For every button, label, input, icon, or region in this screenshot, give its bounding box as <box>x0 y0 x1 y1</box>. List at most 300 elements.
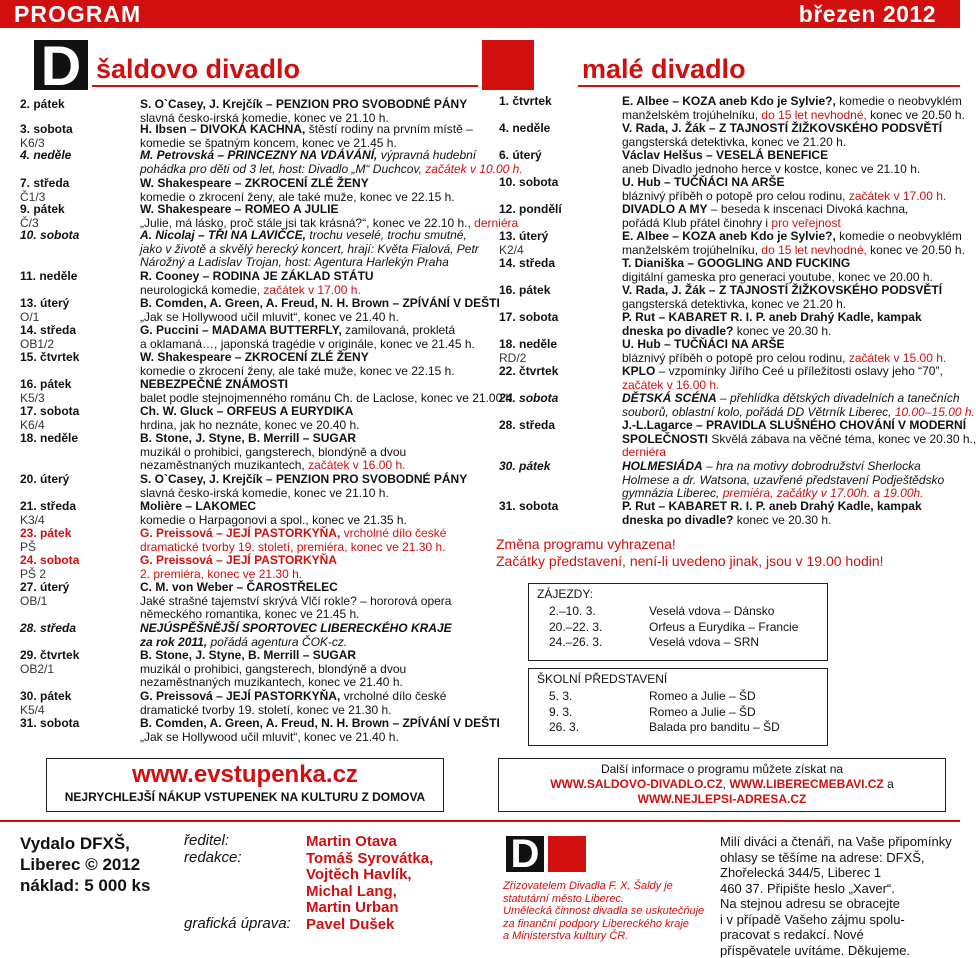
event-date: 10. sobota <box>20 229 79 243</box>
event-text-part: manželském trojúhelníku, <box>622 243 761 257</box>
event-text-part: Molière – LAKOMEC <box>140 499 256 513</box>
event-text-part: komedie o neobvyklém <box>836 229 962 243</box>
event-text-part: pro veřejnost <box>771 216 840 230</box>
event-text <box>140 324 475 351</box>
event-text <box>622 392 975 419</box>
tour-row <box>529 635 827 651</box>
school-box <box>528 668 828 746</box>
event-date: 27. úterý <box>20 581 69 595</box>
event-date: 18. neděle <box>20 432 78 446</box>
event-text-part: Skvělá zábava na věčné téma, konec ve 20.30 h., <box>708 432 976 446</box>
event-text-part: a oklamaná…, japonská tragédie v originále, konec ve 21.45 h. <box>140 337 475 351</box>
event-text-part: začátek v 15.00 h. <box>849 351 946 365</box>
event-text-part: S. O`Casey, J. Krejčík – PENZION PRO SVOBODNÉ PÁNY <box>140 97 467 111</box>
event-text-part: německého romantika, konec ve 21.45 h. <box>140 607 359 621</box>
event-text-part: SPOLEČNOSTI <box>622 432 708 446</box>
program-title: PROGRAM <box>14 1 141 27</box>
school-row <box>529 720 827 736</box>
event-text-part: G. Puccini – MADAMA BUTTERFLY, <box>140 323 342 337</box>
event-text-part: – přehlídka dětských divadelních a tanečních <box>717 391 960 405</box>
event-text <box>140 297 500 324</box>
publisher-line: Vydalo DFXŠ, <box>20 833 150 854</box>
event-item <box>499 419 819 460</box>
event-date: 28. středa <box>499 419 555 433</box>
event-text-part: komedie o zkrocení ženy, ale také muže, konec ve 22.15 h. <box>140 364 455 378</box>
event-line <box>622 149 920 163</box>
change-note: Změna programu vyhrazena! <box>496 536 884 553</box>
event-code: K6/4 <box>20 419 45 433</box>
event-item <box>20 270 360 297</box>
event-line <box>622 419 976 433</box>
event-code: K2/4 <box>499 244 524 258</box>
event-line <box>140 595 451 609</box>
event-text <box>622 230 965 257</box>
event-text-part: Nárožný a Ladislav Trojan, host: Agentura Harlekýn Praha <box>140 255 449 269</box>
tour-date: 24.–26. 3. <box>549 635 602 651</box>
event-text-part: derniéra <box>474 216 518 230</box>
event-text-part: do 15 let nevhodné, <box>761 243 866 257</box>
founder-line: Umělecká činnost divadla se uskutečňuje <box>503 905 704 918</box>
evstupenka-box <box>46 758 444 812</box>
event-item <box>20 690 360 717</box>
event-item <box>20 378 360 405</box>
event-text-part: nezaměstnaných muzikantech, konec ve 21.40 h. <box>140 675 403 689</box>
event-line <box>140 270 374 284</box>
event-line <box>140 177 455 191</box>
founder-info <box>503 880 704 943</box>
event-text <box>622 203 908 230</box>
event-item <box>20 149 360 176</box>
event-date: 12. pondělí <box>499 203 562 217</box>
event-text-part: do 15 let nevhodné, <box>761 108 866 122</box>
event-text-part: NEJÚSPĚŠNĚJŠÍ SPORTOVEC LIBERECKÉHO KRAJE <box>140 621 452 635</box>
event-text-part: komedie se špatným koncem, konec ve 21.45 h. <box>140 136 397 150</box>
event-text-part: souborů, oblastní kolo, pořádá DD Větrník Liberec, <box>622 405 895 419</box>
publisher-line: náklad: 5 000 ks <box>20 875 150 896</box>
event-text-part: DIVADLO A MY <box>622 202 708 216</box>
event-line <box>140 717 500 731</box>
event-text-part: slavná česko-irská komedie, konec ve 21.10 h. <box>140 486 389 500</box>
event-item <box>20 297 360 324</box>
staff-roles <box>184 833 291 932</box>
event-item <box>499 176 819 203</box>
event-text <box>622 176 946 203</box>
event-date: 4. neděle <box>499 122 550 136</box>
event-code: OB/1 <box>20 595 47 609</box>
event-text-part: komedie o neobvyklém <box>836 94 962 108</box>
event-text-part: dramatické tvorby 19. století, konec ve 21.30 h. <box>140 703 391 717</box>
event-date: 18. neděle <box>499 338 557 352</box>
event-code: K6/3 <box>20 137 45 151</box>
event-date: 23. pátek <box>20 527 71 541</box>
male-venue-title: malé divadlo <box>582 54 746 84</box>
event-text <box>140 351 455 378</box>
event-text-part: jako v životě a skvělý herecký koncert, hrají: Květa Fialová, Petr <box>140 242 479 256</box>
event-item <box>20 351 360 378</box>
event-line <box>622 257 933 271</box>
event-text-part: nezaměstnaných muzikantech, <box>140 458 308 472</box>
saldovo-rule <box>92 85 478 87</box>
school-date: 9. 3. <box>549 705 572 721</box>
event-item <box>499 122 819 149</box>
event-date: 16. pátek <box>499 284 550 298</box>
saldovo-link[interactable]: WWW.SALDOVO-DIVADLO.CZ <box>550 777 722 791</box>
event-date: 17. sobota <box>20 405 79 419</box>
event-text <box>140 432 406 473</box>
event-item <box>20 177 360 204</box>
event-code: OB1/2 <box>20 338 54 352</box>
event-text-part: „Julie, má lásko, proč stále jsi tak krásná?“, konec ve 22.10 h., <box>140 216 474 230</box>
event-date: 17. sobota <box>499 311 558 325</box>
event-line <box>622 460 944 474</box>
event-date: 20. úterý <box>20 473 69 487</box>
event-date: 10. sobota <box>499 176 558 190</box>
event-date: 11. neděle <box>20 270 77 284</box>
staff-name: Martin Otava <box>306 834 433 851</box>
event-text-part: premiéra, začátky v 17.00h. a 19.00h. <box>723 486 924 500</box>
event-item <box>20 203 360 230</box>
event-text-part: neurologická komedie, <box>140 283 263 297</box>
tour-name: Orfeus a Eurydika – Francie <box>649 620 798 636</box>
school-name: Balada pro banditu – ŠD <box>649 720 780 736</box>
event-text-part: 2. premiéra, konec ve 21.30 h. <box>140 567 302 581</box>
event-text-part: pohádka pro děti od 3 let, host: Divadlo „M“ Duchcov, <box>140 162 425 176</box>
saldovo-logo: D <box>34 40 88 90</box>
event-text-part: B. Comden, A. Green, A. Freud, N. H. Brown – ZPÍVÁNÍ V DEŠTI <box>140 716 500 730</box>
event-line <box>140 473 467 487</box>
event-text <box>622 311 922 338</box>
event-text-part: komedie o zkrocení ženy, ale také muže, konec ve 22.15 h. <box>140 190 455 204</box>
event-date: 24. sobota <box>20 554 79 568</box>
event-item <box>499 311 819 338</box>
event-text <box>140 149 523 176</box>
event-date: 31. sobota <box>499 500 558 514</box>
male-logo: d <box>482 40 534 90</box>
event-text-part: W. Shakespeare – ZKROCENÍ ZLÉ ŽENY <box>140 176 369 190</box>
event-line <box>622 311 922 325</box>
event-text <box>622 284 942 311</box>
event-line <box>140 163 523 177</box>
event-item <box>20 554 360 581</box>
event-text-part: bláznivý příběh o potopě pro celou rodinu, <box>622 351 849 365</box>
event-text-part: konec ve 20.30 h. <box>733 513 831 527</box>
event-text <box>622 500 922 527</box>
event-text <box>140 405 360 432</box>
event-text-part: E. Albee – KOZA aneb Kdo je Sylvie?, <box>622 94 836 108</box>
event-text-part: balet podle stejnojmenného románu Ch. de Laclose, konec ve 21.00 h. <box>140 391 516 405</box>
event-text-part: G. Preissová – JEJÍ PASTORKYŇA <box>140 553 337 567</box>
event-text-part: zamilovaná, prokletá <box>342 323 455 337</box>
event-text-part: H. Ibsen – DIVOKÁ KACHNA, <box>140 122 305 136</box>
event-code: OB2/1 <box>20 663 54 677</box>
event-item <box>20 432 360 473</box>
readers-line: příspěvatele uvítáme. Děkujeme. <box>720 943 952 958</box>
school-row <box>529 689 827 705</box>
event-text-part: NEBEZPEČNÉ ZNÁMOSTI <box>140 377 288 391</box>
event-item <box>20 123 360 150</box>
event-text-part: C. M. von Weber – ČAROSTŘELEC <box>140 580 338 594</box>
event-line <box>622 176 946 190</box>
event-text <box>140 203 518 230</box>
event-text-part: gangsterská detektivka, konec ve 21.20 h. <box>622 297 846 311</box>
event-date: 30. pátek <box>20 690 71 704</box>
footer-logo-male: d <box>548 836 586 872</box>
event-code: O/1 <box>20 311 39 325</box>
event-line <box>622 433 976 447</box>
event-text-part: za rok 2011, <box>140 635 207 649</box>
readers-line: i v případě Vašeho zájmu spolu- <box>720 912 952 928</box>
role-label: grafická úprava: <box>184 916 291 933</box>
event-date: 13. úterý <box>499 230 548 244</box>
event-text-part: začátek v 17.00 h. <box>263 283 360 297</box>
event-text <box>622 365 943 392</box>
role-spacer <box>184 866 291 916</box>
event-text-part: HOLMESIÁDA <box>622 459 703 473</box>
event-line <box>140 405 360 419</box>
event-text <box>622 419 976 460</box>
readers-line: ohlasy se těšíme na adrese: DFXŠ, <box>720 850 952 866</box>
event-text-part: konec ve 20.50 h. <box>867 243 965 257</box>
event-line <box>140 98 467 112</box>
event-text <box>622 257 933 284</box>
event-text-part: pořádá agentura ČOK-cz. <box>207 635 347 649</box>
event-text-part: U. Hub – TUČŇÁCI NA ARŠE <box>622 337 784 351</box>
event-line <box>622 500 922 514</box>
event-item <box>499 284 819 311</box>
event-line <box>140 690 446 704</box>
event-text-part: manželském trojúhelníku, <box>622 108 761 122</box>
event-line <box>622 95 965 109</box>
event-date: 2. pátek <box>20 98 65 112</box>
event-text-part: DĚTSKÁ SCÉNA <box>622 391 717 405</box>
event-text-part: P. Rut – KABARET R. I. P. aneb Drahý Kadle, kampak <box>622 499 922 513</box>
event-text-part: V. Rada, J. Žák – Z TAJNOSTÍ ŽIŽKOVSKÉHO PODSVĚTÍ <box>622 121 942 135</box>
event-line <box>140 446 406 460</box>
readers-line: 460 37. Připište heslo „Xaver“. <box>720 881 952 897</box>
event-text-part: gymnázia Liberec, <box>622 486 723 500</box>
event-text-part: A. Nicolaj – TŘI NA LAVIČCE, <box>140 228 306 242</box>
event-date: 29. čtvrtek <box>20 649 79 663</box>
event-text <box>140 500 407 527</box>
event-text-part: derniéra <box>622 445 666 459</box>
event-line <box>140 649 406 663</box>
event-line <box>622 284 942 298</box>
staff-names <box>306 834 433 933</box>
event-text <box>140 622 452 649</box>
event-text <box>140 378 516 405</box>
footer-logo-saldovo: D <box>506 836 544 872</box>
event-text-part: konec ve 20.50 h. <box>867 108 965 122</box>
event-date: 14. středa <box>499 257 555 271</box>
event-line <box>140 581 451 595</box>
evstupenka-slogan: NEJRYCHLEJŠÍ NÁKUP VSTUPENEK NA KULTURU Z DOMOVA <box>47 790 443 804</box>
staff-name: Vojtěch Havlík, <box>306 867 433 884</box>
event-item <box>499 203 819 230</box>
event-text-part: výpravná hudební <box>377 148 476 162</box>
event-text-part: hrdina, jak ho neznáte, konec ve 20.40 h. <box>140 418 360 432</box>
staff-name: Tomáš Syrovátka, <box>306 851 433 868</box>
tour-row <box>529 604 827 620</box>
event-text-part: začátek v 17.00 h. <box>849 189 946 203</box>
event-text-part: muzikál o prohibici, gangsterech, blondýně a dvou <box>140 662 406 676</box>
staff-name: Martin Urban <box>306 900 433 917</box>
readers-line: pracovat s redakcí. Nové <box>720 927 952 943</box>
evstupenka-link[interactable]: www.evstupenka.cz <box>47 761 443 789</box>
event-text-part: G. Preissová – JEJÍ PASTORKYŇA, <box>140 689 340 703</box>
event-line <box>622 446 976 460</box>
event-text-part: U. Hub – TUČŇÁCI NA ARŠE <box>622 175 784 189</box>
event-line <box>140 459 406 473</box>
readers-line: Milí diváci a čtenáři, na Vaše připomínky <box>720 834 952 850</box>
event-text-part: komedie o Harpagonovi a spol., konec ve 21.35 h. <box>140 513 407 527</box>
event-date: 15. čtvrtek <box>20 351 79 365</box>
event-text <box>140 554 337 581</box>
footer-rule <box>0 820 960 822</box>
event-text <box>140 717 500 744</box>
nejlepsi-adresa-link[interactable]: WWW.NEJLEPSI-ADRESA.CZ <box>638 792 807 806</box>
event-text-part: J.-L.Lagarce – PRAVIDLA SLUŠNÉHO CHOVÁNÍ V MODERNÍ <box>622 418 966 432</box>
founder-line: statutární město Liberec. <box>503 893 704 906</box>
staff-name: Michal Lang, <box>306 884 433 901</box>
tours-box <box>528 583 828 661</box>
event-text-part: – vzpomínky Jiřího Ceé u příležitosti oslavy jeho “70”, <box>655 364 942 378</box>
founder-line: Zřizovatelem Divadla F. X. Šaldy je <box>503 880 704 893</box>
info-and: a <box>884 777 894 791</box>
event-text-part: trochu veselé, trochu smutné, <box>306 228 467 242</box>
event-date: 1. čtvrtek <box>499 95 552 109</box>
event-text-part: štěstí rodiny na prvním místě – <box>305 122 472 136</box>
event-item <box>499 392 819 419</box>
event-text-part: slavná česko-irská komedie, konec ve 21.10 h. <box>140 111 389 125</box>
event-line <box>140 149 523 163</box>
liberecmebavi-link[interactable]: WWW.LIBERECMEBAVI.CZ <box>729 777 883 791</box>
event-text-part: W. Shakespeare – ZKROCENÍ ZLÉ ŽENY <box>140 350 369 364</box>
event-line <box>140 676 406 690</box>
event-text-part: – beseda k inscenaci Divoká kachna, <box>708 202 909 216</box>
event-line <box>140 229 479 243</box>
event-item <box>20 527 360 554</box>
event-text-part: vrcholné dílo české <box>340 689 446 703</box>
event-text-part: T. Dianiška – GOOGLING AND FUCKING <box>622 256 850 270</box>
event-text <box>622 460 944 501</box>
event-date: 28. středa <box>20 622 76 636</box>
event-line <box>622 392 975 406</box>
event-item <box>499 500 819 527</box>
tour-date: 2.–10. 3. <box>549 604 596 620</box>
event-text <box>140 177 455 204</box>
event-code: PŠ 2 <box>20 568 46 582</box>
event-item <box>499 257 819 284</box>
event-item <box>20 649 360 690</box>
event-item <box>20 324 360 351</box>
event-item <box>20 717 360 744</box>
event-code: K5/4 <box>20 704 45 718</box>
event-date: 7. středa <box>20 177 69 191</box>
event-date: 9. pátek <box>20 203 65 217</box>
event-text-part: G. Preissová – JEJÍ PASTORKYŇA, <box>140 526 340 540</box>
event-text-part: S. O`Casey, J. Krejčík – PENZION PRO SVOBODNÉ PÁNY <box>140 472 467 486</box>
event-text-part: dneska po divadle? <box>622 513 733 527</box>
event-text-part: gangsterská detektivka, konec ve 21.20 h. <box>622 135 846 149</box>
event-text <box>622 338 946 365</box>
readers-line: Na stejnou adresu se obracejte <box>720 896 952 912</box>
event-text-part: dramatické tvorby 19. století, premiéra, konec ve 21.30 h. <box>140 540 445 554</box>
event-line <box>140 731 500 745</box>
event-line <box>140 256 479 270</box>
event-date: 21. středa <box>20 500 76 514</box>
event-item <box>20 229 360 270</box>
event-line <box>622 365 943 379</box>
school-name: Romeo a Julie – ŠD <box>649 689 756 705</box>
event-code: Č/3 <box>20 217 39 231</box>
event-line <box>140 297 500 311</box>
event-text-part: B. Stone, J. Styne, B. Merrill – SUGAR <box>140 648 356 662</box>
event-text-part: M. Petrovská – PRINCEZNY NA VDÁVÁNÍ, <box>140 148 377 162</box>
event-line <box>622 230 965 244</box>
event-date: 30. pátek <box>499 460 550 474</box>
event-text-part: dneska po divadle? <box>622 324 733 338</box>
founder-line: a Ministerstva kultury ČR. <box>503 930 704 943</box>
tour-name: Veselá vdova – SRN <box>649 635 759 651</box>
saldovo-venue-title: šaldovo divadlo <box>96 54 300 84</box>
event-text <box>622 149 920 176</box>
school-date: 26. 3. <box>549 720 579 736</box>
event-text <box>140 270 374 297</box>
staff-name: Pavel Dušek <box>306 917 433 934</box>
event-text-part: začátek v 10.00 h. <box>425 162 522 176</box>
event-text <box>140 527 446 554</box>
event-code: K5/3 <box>20 392 45 406</box>
info-text: Další informace o programu můžete získat na <box>499 762 945 777</box>
event-line <box>622 338 946 352</box>
event-line <box>140 324 475 338</box>
readers-note <box>720 834 952 958</box>
info-sep: , <box>723 777 730 791</box>
readers-line: Zhořelecká 344/5, Liberec 1 <box>720 865 952 881</box>
event-line <box>140 432 406 446</box>
event-date: 3. sobota <box>20 123 73 137</box>
publisher-line: Liberec © 2012 <box>20 854 150 875</box>
event-text-part: Holmese a dr. Watsona, uzavřené představení Podještědsko <box>622 473 944 487</box>
event-date: 24. sobota <box>499 392 558 406</box>
program-changes <box>496 536 884 570</box>
event-text <box>140 581 451 622</box>
publisher-info <box>20 833 150 896</box>
event-text-part: B. Stone, J. Styne, B. Merrill – SUGAR <box>140 431 356 445</box>
event-text <box>140 473 467 500</box>
event-line <box>140 123 473 137</box>
event-line <box>140 378 516 392</box>
event-text-part: muzikál o prohibici, gangsterech, blondýně a dvou <box>140 445 406 459</box>
event-item <box>499 365 819 392</box>
event-line <box>140 608 451 622</box>
event-line <box>622 474 944 488</box>
event-text-part: aneb Divadlo jednoho herce v kostce, konec ve 21.10 h. <box>622 162 920 176</box>
event-text-part: V. Rada, J. Žák – Z TAJNOSTÍ ŽIŽKOVSKÉHO PODSVĚTÍ <box>622 283 942 297</box>
tour-row <box>529 620 827 636</box>
event-date: 6. úterý <box>499 149 542 163</box>
event-date: 14. středa <box>20 324 76 338</box>
event-text-part: B. Comden, A. Green, A. Freud, N. H. Brown – ZPÍVÁNÍ V DEŠTI <box>140 296 500 310</box>
school-title: ŠKOLNÍ PŘEDSTAVENÍ <box>537 672 827 686</box>
event-text-part: pořádá Klub přátel činohry i <box>622 216 771 230</box>
event-text-part: „Jak se Hollywood učil mluvit“, konec ve 21.40 h. <box>140 730 399 744</box>
school-name: Romeo a Julie – ŠD <box>649 705 756 721</box>
event-text-part: „Jak se Hollywood učil mluvit“, konec ve 21.40 h. <box>140 310 399 324</box>
event-date: 13. úterý <box>20 297 69 311</box>
event-text-part: začátek v 16.00 h. <box>308 458 405 472</box>
event-line <box>140 500 407 514</box>
